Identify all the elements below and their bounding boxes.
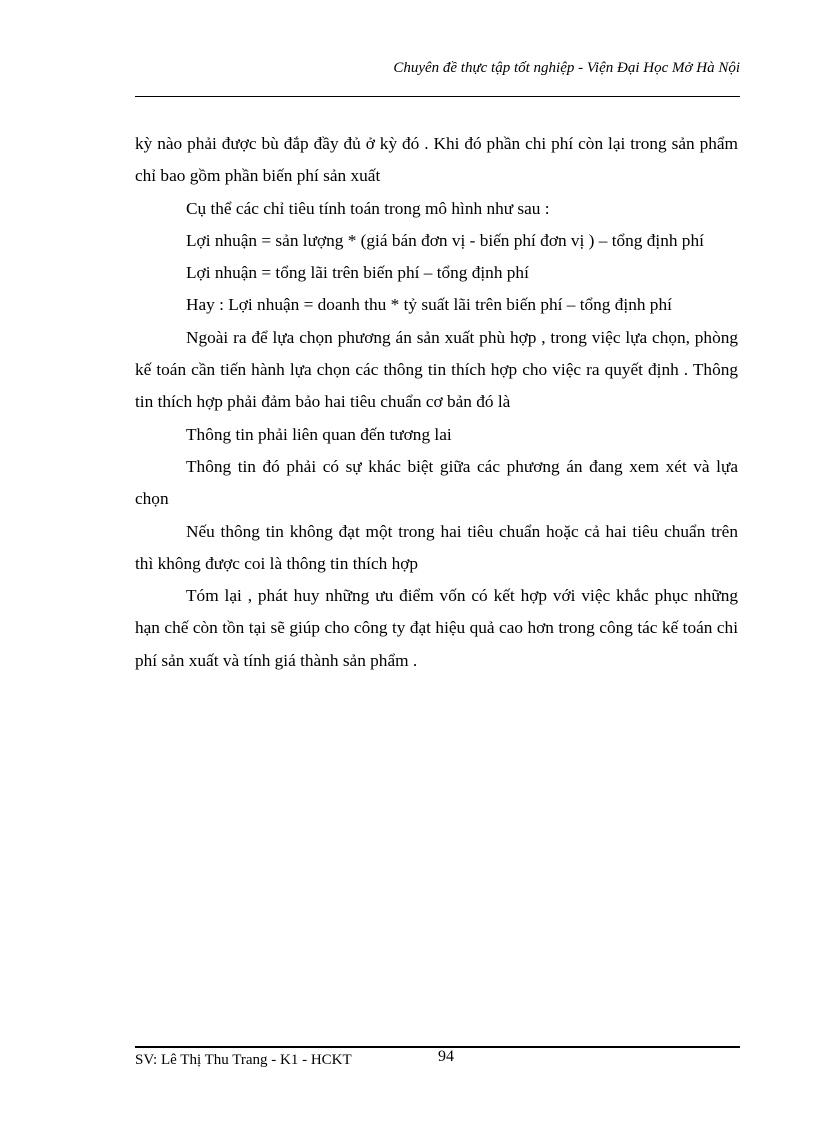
page-header [135,58,740,78]
document-body [135,128,738,677]
paragraph-formula-1: Lợi nhuận = sản lượng * (giá bán đơn vị - biến phí đơn vị ) – tổng định phí [186,230,704,250]
paragraph-criterion-1: Thông tin phải liên quan đến tương lai [186,424,452,444]
header-title: Chuyên đề thực tập tốt nghiệp - Viện Đại Học Mở Hà Nội [393,60,740,76]
paragraph-selection: Ngoài ra để lựa chọn phương án sản xuất phù hợp , trong việc lựa chọn, phòng kế toán cần tiến hành lựa chọn các thông tin thích hợp cho việc ra quyết định . Thông tin thích hợp phải đảm bảo hai tiêu chuẩn cơ bản đó là [135,327,738,412]
paragraph-formula-2: Lợi nhuận = tổng lãi trên biến phí – tổng định phí [186,263,529,283]
header-divider [135,96,740,97]
paragraph-model-intro: Cụ thể các chỉ tiêu tính toán trong mô hình như sau : [186,198,550,218]
footer-author: SV: Lê Thị Thu Trang - K1 - HCKT [135,1052,352,1068]
paragraph-criterion-2: Thông tin đó phải có sự khác biệt giữa các phương án đang xem xét và lựa chọn [135,456,738,509]
paragraph-continuation: kỳ nào phải được bù đắp đầy đủ ở kỳ đó . Khi đó phần chi phí còn lại trong sản phẩm chỉ bao gồm phần biến phí sản xuất [135,134,738,186]
paragraph-conclusion: Tóm lại , phát huy những ưu điểm vốn có kết hợp với việc khắc phục những hạn chế còn tồn tại sẽ giúp cho công ty đạt hiệu quả cao hơn trong công tác kế toán chi phí sản xuất và tính giá thành sản phẩm . [135,586,738,670]
paragraph-not-relevant: Nếu thông tin không đạt một trong hai tiêu chuẩn hoặc cả hai tiêu chuẩn trên thì không được coi là thông tin thích hợp [135,521,738,573]
page-number: 94 [438,1048,454,1065]
paragraph-formula-3: Hay : Lợi nhuận = doanh thu * tỷ suất lãi trên biến phí – tổng định phí [186,295,672,315]
